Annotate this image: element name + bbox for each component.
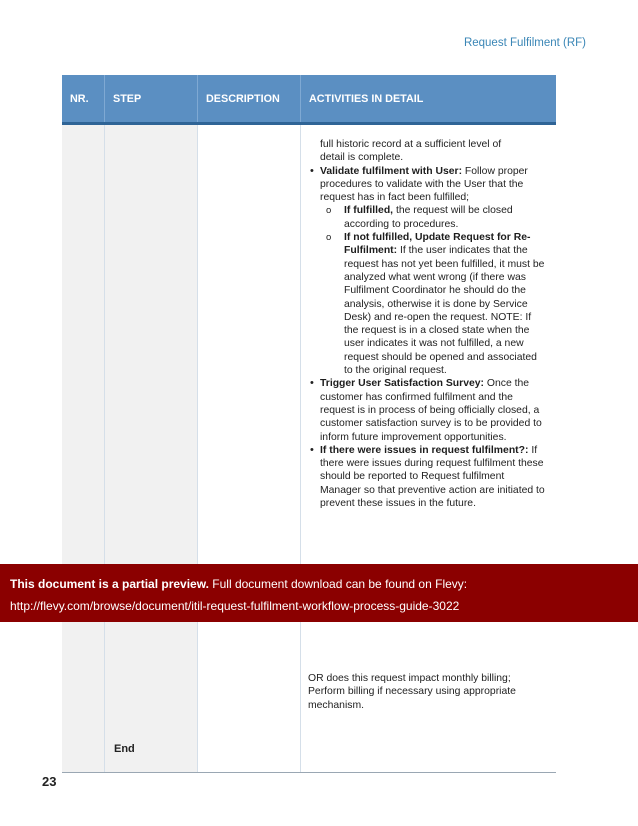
- sub-if-not-fulfilled: [310, 231, 548, 377]
- intro-line-2: detail is complete.: [320, 152, 404, 164]
- description-cell: [198, 125, 301, 723]
- bullet-issues-title: If there were issues in request fulfilment?:: [320, 444, 529, 456]
- activities-cell: [301, 723, 556, 772]
- partial-preview-banner: [0, 564, 638, 622]
- bullet-icon: •: [310, 443, 314, 456]
- bullet-validate-text: Follow proper procedures to validate with the User that the request has in fact been fulfilled;: [320, 165, 528, 204]
- sub-if-fulfilled: [310, 204, 548, 231]
- bullet-validate-title: Validate fulfilment with User:: [320, 165, 463, 177]
- table-row: [62, 125, 556, 723]
- bullet-icon: •: [310, 377, 314, 390]
- bullet-icon: •: [310, 164, 314, 177]
- nr-cell: [62, 125, 105, 723]
- sub-if-fulfilled-title: If fulfilled,: [344, 205, 394, 217]
- running-header: Request Fulfilment (RF): [463, 37, 586, 49]
- preview-notice: [10, 576, 628, 592]
- column-header-description: DESCRIPTION: [198, 75, 301, 122]
- table-header-row: [62, 75, 556, 125]
- description-cell: [198, 723, 301, 772]
- step-cell-end: [105, 723, 198, 772]
- bullet-survey: [310, 377, 548, 443]
- bullet-survey-title: Trigger User Satisfaction Survey:: [320, 378, 484, 390]
- activities-detail: [310, 138, 548, 510]
- end-step-label: End: [114, 743, 135, 755]
- activities-table: [62, 75, 556, 773]
- column-header-activities: ACTIVITIES IN DETAIL: [309, 92, 424, 105]
- bullet-validate: [310, 165, 548, 205]
- page-number: 23: [42, 774, 57, 789]
- bullet-survey-text: Once the customer has confirmed fulfilment and the request is in process of being officially closed, a customer satisfaction survey is to be provided to inform future improvement opportunities.: [320, 378, 542, 443]
- table-row-end: [62, 723, 556, 773]
- bullet-issues-text: If there were issues during request fulfilment these should be reported to Request fulfilment Manager so that preventive action are initiated to prevent these issues in the future.: [320, 444, 545, 510]
- preview-notice-bold: This document is a partial preview.: [10, 577, 209, 591]
- preview-notice-text: Full document download can be found on Flevy:: [208, 577, 468, 591]
- activities-cell: [301, 125, 556, 723]
- circle-bullet-icon: o: [326, 232, 332, 244]
- sub-if-fulfilled-text: the request will be closed according to procedures.: [344, 205, 513, 230]
- circle-bullet-icon: o: [326, 205, 332, 217]
- billing-text: OR does this request impact monthly billing; Perform billing if necessary using appropriate mechanism.: [308, 673, 516, 711]
- intro-line-1: full historic record at a sufficient level of: [320, 139, 502, 150]
- flevy-download-link[interactable]: http://flevy.com/browse/document/itil-request-fulfilment-workflow-process-guide-3022: [10, 599, 460, 613]
- sub-if-not-fulfilled-title: If not fulfilled, Update Request for Re-Fulfilment:: [344, 232, 531, 257]
- column-header-nr: NR.: [62, 75, 105, 122]
- step-cell: [105, 125, 198, 723]
- bullet-issues: [310, 444, 548, 510]
- column-header-step: STEP: [105, 75, 198, 122]
- nr-cell: [62, 723, 105, 772]
- sub-if-not-fulfilled-text: If the user indicates that the request has not yet been fulfilled, it must be analyzed what went wrong (if there was Fulfilment Coordinator he should do the analysis, otherwise it is done by Service Desk) and re-open the request. NOTE: If the request is in a closed state when the user indicates it was not fulfilled, a new request should be opened and associated to the original request.: [344, 245, 545, 377]
